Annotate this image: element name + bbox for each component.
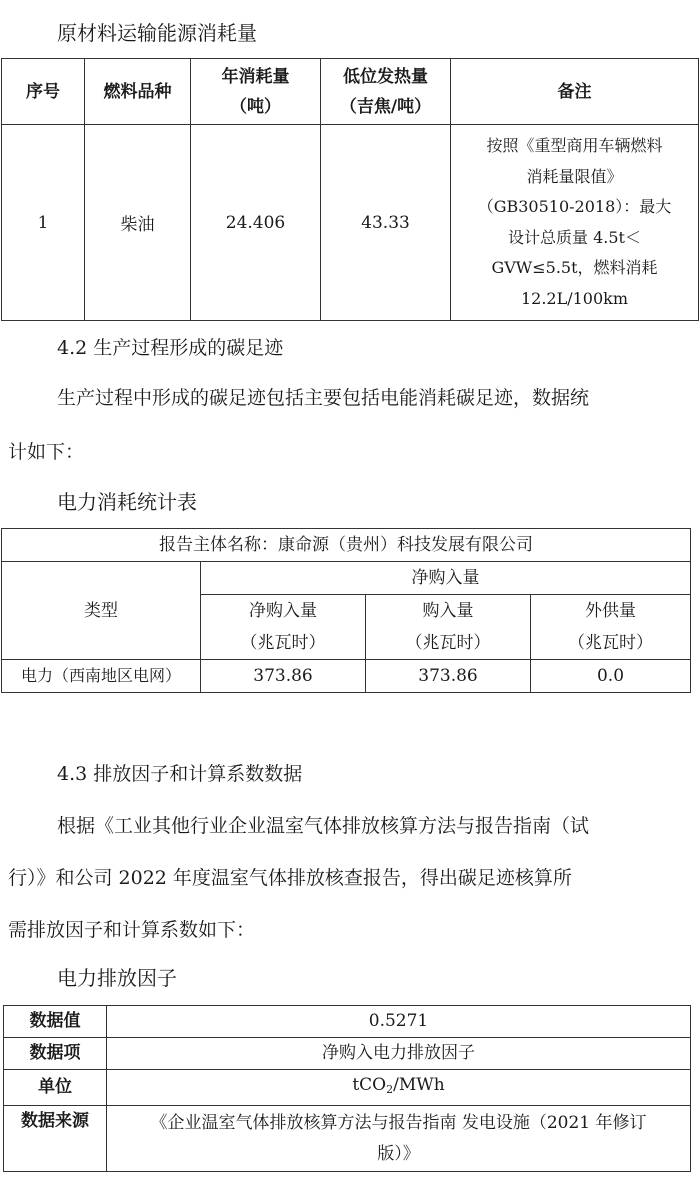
header-line2: （兆瓦时） [568, 633, 653, 653]
value-data-item: 净购入电力排放因子 [107, 1038, 691, 1070]
table-row [4, 1106, 691, 1172]
header-purchase [366, 595, 531, 660]
electricity-consumption-caption: 电力消耗统计表 [57, 490, 197, 514]
remark-line: GVW≤5.5t，燃料消耗 [491, 258, 658, 277]
table-title-row [2, 529, 691, 562]
remark-line: 按照《重型商用车辆燃料 [486, 136, 663, 155]
source-line1: 《企业温室气体排放核算方法与报告指南 发电设施（2021 年修订 [150, 1112, 647, 1133]
table-row [2, 660, 691, 693]
transport-energy-table [1, 58, 699, 321]
header-ncv-line2: （吉焦/吨） [339, 96, 432, 117]
source-line2: 版）》 [377, 1143, 420, 1164]
header-net-purchase-group: 净购入量 [201, 562, 691, 595]
table-header-row [2, 59, 699, 125]
header-remark: 备注 [451, 59, 699, 125]
header-index: 序号 [2, 59, 85, 125]
label-data-item: 数据项 [4, 1038, 107, 1070]
table-row [4, 1070, 691, 1106]
value-data-source [107, 1106, 691, 1172]
header-annual-line1: 年消耗量 [221, 66, 290, 87]
section-4-3-paragraph-line2: 行）》和公司 2022 年度温室气体排放核查报告，得出碳足迹核算所 [8, 867, 572, 889]
table-group-header-row [2, 562, 691, 595]
header-line2: （兆瓦时） [405, 633, 491, 653]
cell-net-purchase: 373.86 [201, 660, 366, 693]
emission-factor-table [3, 1005, 691, 1172]
cell-purchase: 373.86 [366, 660, 531, 693]
header-external-supply [531, 595, 691, 660]
cell-remark [451, 125, 699, 321]
value-data-value: 0.5271 [107, 1006, 691, 1038]
section-4-2-paragraph-line1: 生产过程中形成的碳足迹包括主要包括电能消耗碳足迹，数据统 [57, 387, 590, 409]
reporting-entity: 报告主体名称：康命源（贵州）科技发展有限公司 [2, 529, 691, 562]
header-line2: （兆瓦时） [240, 633, 326, 653]
remark-line: 消耗量限值》 [526, 166, 623, 186]
transport-energy-caption: 原材料运输能源消耗量 [57, 21, 257, 45]
label-data-value: 数据值 [4, 1006, 107, 1038]
electricity-consumption-table [1, 528, 691, 693]
section-4-3-paragraph-line1: 根据《工业其他行业企业温室气体排放核算方法与报告指南（试 [57, 815, 590, 837]
cell-ncv: 43.33 [321, 125, 451, 321]
unit-suffix: /MWh [393, 1075, 445, 1095]
section-4-3-heading: 4.3 排放因子和计算系数数据 [57, 763, 303, 785]
table-row [4, 1006, 691, 1038]
table-row [4, 1038, 691, 1070]
value-unit [107, 1070, 691, 1106]
section-4-2-heading: 4.2 生产过程形成的碳足迹 [57, 337, 284, 359]
label-unit: 单位 [4, 1070, 107, 1106]
header-fuel: 燃料品种 [85, 59, 191, 125]
cell-external-supply: 0.0 [531, 660, 691, 693]
cell-type: 电力（西南地区电网） [2, 660, 201, 693]
remark-line: （GB30510-2018）：最大 [477, 197, 672, 216]
header-ncv-line1: 低位发热量 [343, 66, 428, 87]
header-line1: 净购入量 [249, 601, 317, 621]
header-line1: 外供量 [585, 601, 636, 621]
remark-line: 设计总质量 4.5t＜ [508, 227, 641, 247]
cell-index: 1 [2, 125, 85, 321]
unit-prefix: tCO [352, 1075, 387, 1095]
cell-annual: 24.406 [191, 125, 321, 321]
header-line1: 购入量 [422, 601, 474, 621]
emission-factor-caption: 电力排放因子 [57, 966, 177, 990]
cell-fuel: 柴油 [85, 125, 191, 321]
section-4-2-paragraph-line2: 计如下： [8, 441, 85, 463]
section-4-3-paragraph-line3: 需排放因子和计算系数如下： [8, 919, 256, 941]
table-row [2, 125, 699, 321]
unit-subscript: 2 [386, 1083, 394, 1096]
header-ncv [321, 59, 451, 125]
header-annual-line2: （吨） [230, 96, 281, 117]
header-type: 类型 [2, 562, 201, 660]
label-data-source: 数据来源 [4, 1106, 107, 1172]
remark-line: 12.2L/100km [520, 288, 629, 308]
header-net-purchase [201, 595, 366, 660]
header-annual [191, 59, 321, 125]
